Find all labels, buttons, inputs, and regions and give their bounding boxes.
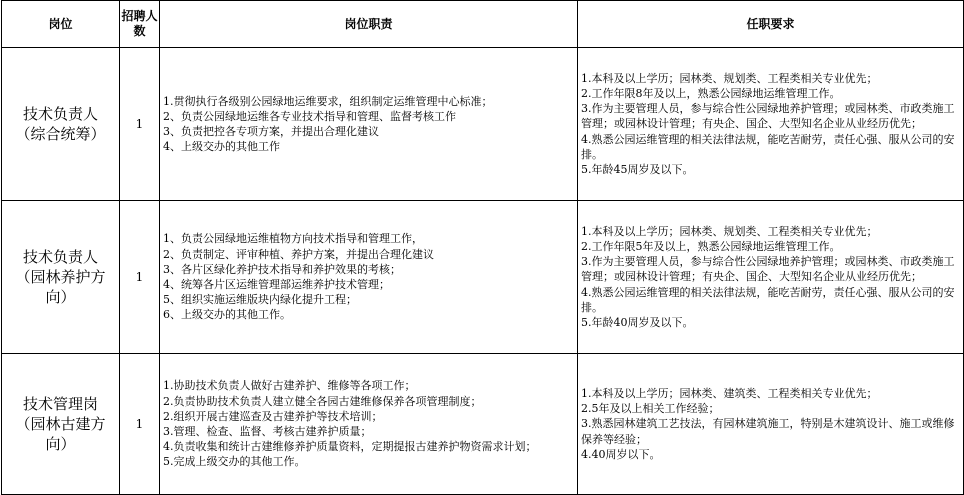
duties-cell bbox=[160, 354, 578, 495]
position-name: 技术管理岗 bbox=[22, 395, 98, 413]
duty-item: 5、组织实施运维版块内绿化提升工程； bbox=[163, 293, 357, 307]
duty-item: 5.完成上级交办的其他工作。 bbox=[163, 455, 306, 469]
position-direction: （园林古建方 bbox=[15, 415, 106, 433]
table-row bbox=[2, 201, 964, 354]
requirement-item: 2.5年及以上相关工作经验； bbox=[581, 402, 720, 416]
position-name: 技术负责人 bbox=[22, 105, 98, 123]
header-position: 岗位 bbox=[2, 1, 120, 48]
duty-item: 3、各片区绿化养护技术指导和养护效果的考核； bbox=[163, 262, 401, 276]
requirement-item: 1.本科及以上学历；园林类、规划类、工程类相关专业优先； bbox=[581, 224, 878, 238]
requirements-cell bbox=[578, 48, 964, 201]
count-cell: 1 bbox=[120, 48, 160, 201]
duty-item: 1.协助技术负责人做好古建养护、维修等各项工作； bbox=[163, 379, 416, 393]
duty-item: 1.贯彻执行各级别公园绿地运维要求，组织制定运维管理中心标准； bbox=[163, 94, 493, 108]
position-cell bbox=[2, 201, 120, 354]
job-table bbox=[1, 0, 964, 495]
requirements-cell bbox=[578, 201, 964, 354]
duty-item: 2、负责公园绿地运维各专业技术指导和管理、监督考核工作 bbox=[163, 109, 456, 123]
header-requirements: 任职要求 bbox=[578, 1, 964, 48]
position-cell bbox=[2, 48, 120, 201]
requirement-item: 1.本科及以上学历；园林类、建筑类、工程类相关专业优先； bbox=[581, 386, 878, 400]
header-duties: 岗位职责 bbox=[160, 1, 578, 48]
requirement-item: 3.作为主要管理人员，参与综合性公园绿地养护管理；或园林类、市政类施工管理；或园林设计管理；有央企、国企、大型知名企业从业经历优先； bbox=[581, 255, 955, 284]
requirement-item: 5.年龄40周岁及以下。 bbox=[581, 316, 694, 329]
duty-item: 2.负责协助技术负责人建立健全各园古建维修保养各项管理制度； bbox=[163, 394, 482, 408]
header-row bbox=[2, 1, 964, 48]
duty-item: 2、负责制定、评审种植、养护方案，并提出合理化建议 bbox=[163, 247, 434, 261]
requirement-item: 1.本科及以上学历；园林类、规划类、工程类相关专业优先； bbox=[581, 71, 878, 85]
requirement-item: 4.熟悉公园运维管理的相关法律法规，能吃苦耐劳，责任心强、服从公司的安排。 bbox=[581, 132, 955, 161]
position-direction-cont: 向） bbox=[45, 288, 76, 306]
duties-cell bbox=[160, 48, 578, 201]
position-cell bbox=[2, 354, 120, 495]
requirement-item: 2.工作年限8年及以上，熟悉公园绿地运维管理工作。 bbox=[581, 86, 841, 100]
table-row bbox=[2, 354, 964, 495]
duties-cell bbox=[160, 201, 578, 354]
position-name: 技术负责人 bbox=[22, 248, 98, 266]
duty-item: 1、负责公园绿地运维植物方向技术指导和管理工作， bbox=[163, 232, 423, 246]
count-cell: 1 bbox=[120, 201, 160, 354]
position-direction-cont: 向） bbox=[45, 435, 76, 453]
table-row bbox=[2, 48, 964, 201]
position-direction: （综合统筹） bbox=[15, 125, 106, 143]
requirement-item: 5.年龄45周岁及以下。 bbox=[581, 163, 694, 176]
header-count: 招聘人数 bbox=[120, 1, 160, 48]
position-direction: （园林养护方 bbox=[15, 268, 106, 286]
requirement-item: 3.熟悉园林建筑工艺技法，有园林建筑施工，特别是木建筑设计、施工或维修保养等经验； bbox=[581, 417, 955, 446]
duty-item: 6、上级交办的其他工作。 bbox=[163, 308, 291, 322]
requirements-cell bbox=[578, 354, 964, 495]
duty-item: 3.管理、检查、监督、考核古建养护质量； bbox=[163, 425, 372, 438]
duty-item: 4、统筹各片区运维管理部运维养护技术管理； bbox=[163, 278, 390, 291]
count-cell: 1 bbox=[120, 354, 160, 495]
requirement-item: 3.作为主要管理人员，参与综合性公园绿地养护管理；或园林类、市政类施工管理；或园林设计管理；有央企、国企、大型知名企业从业经历优先； bbox=[581, 102, 955, 131]
duty-item: 3、负责把控各专项方案，并提出合理化建议 bbox=[163, 125, 379, 138]
requirement-item: 4.40周岁以下。 bbox=[581, 447, 661, 461]
duty-item: 4.负责收集和统计古建维修养护质量资料，定期提报古建养护物资需求计划； bbox=[163, 440, 537, 454]
requirement-item: 2.工作年限5年及以上，熟悉公园绿地运维管理工作。 bbox=[581, 239, 841, 253]
duty-item: 4、上级交办的其他工作 bbox=[163, 140, 280, 154]
duty-item: 2.组织开展古建巡查及古建养护等技术培训； bbox=[163, 409, 383, 423]
requirement-item: 4.熟悉公园运维管理的相关法律法规，能吃苦耐劳，责任心强、服从公司的安排。 bbox=[581, 285, 955, 314]
